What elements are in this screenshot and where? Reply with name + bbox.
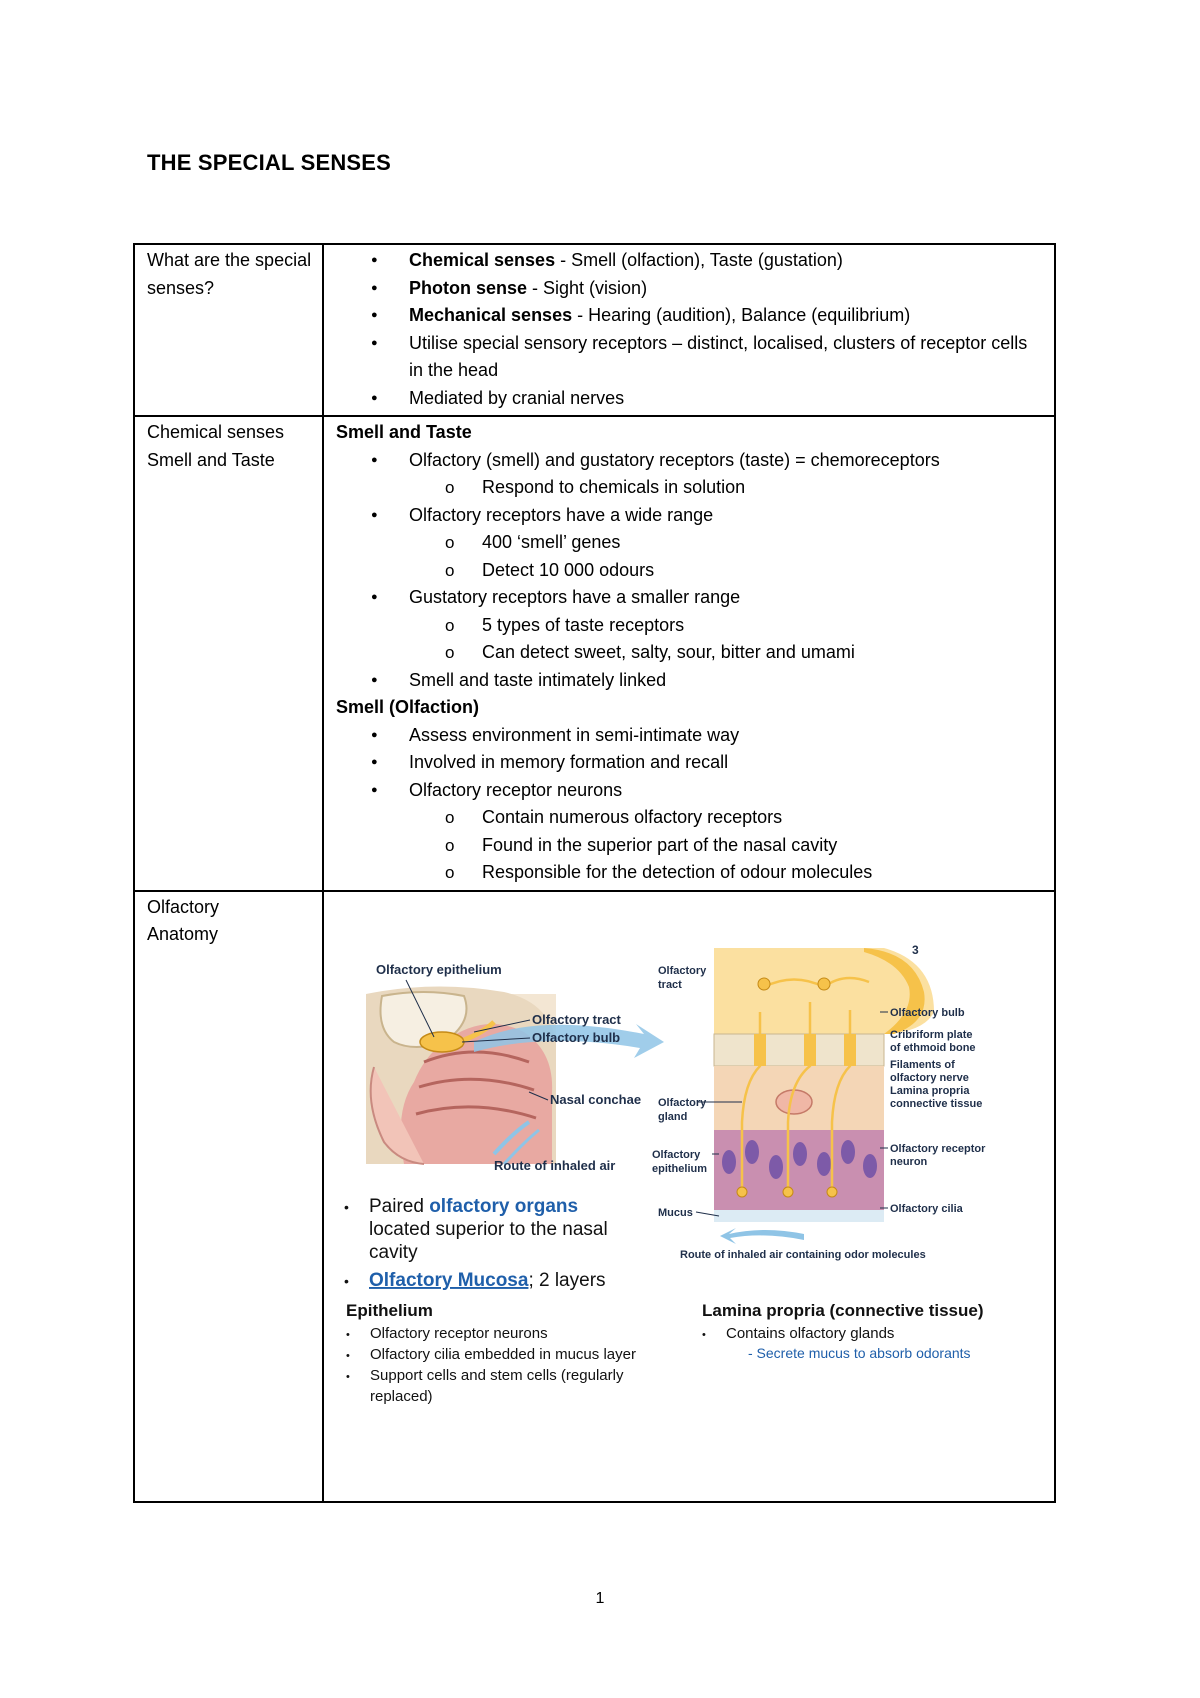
epithelium-block <box>346 1301 636 1405</box>
list-item <box>336 777 1044 887</box>
svg-text:•: • <box>346 1349 350 1362</box>
sub-item: o 5 types of taste receptors <box>409 612 1044 640</box>
section-heading: Smell and Taste <box>336 422 472 442</box>
bullet-list <box>336 247 1044 412</box>
label-receptor-line2: neuron <box>890 1155 928 1168</box>
row-label <box>134 244 323 416</box>
page-title: THE SPECIAL SENSES <box>147 150 392 175</box>
row-label-line: Chemical senses <box>147 422 285 442</box>
row-content <box>323 416 1055 891</box>
label-olfactory-cilia: Olfactory cilia <box>890 1202 963 1215</box>
section-heading: Smell (Olfaction) <box>336 697 480 717</box>
label-epithelium-line2: epithelium <box>652 1162 708 1175</box>
row-label-line: Olfactory <box>147 896 220 917</box>
label-cribriform-line2: of ethmoid bone <box>890 1041 976 1054</box>
table-row <box>134 891 1055 1502</box>
label-lamina-line2: connective tissue <box>890 1097 983 1110</box>
label-olfactory-tract-line2: tract <box>658 978 682 991</box>
svg-text:•: • <box>346 1370 350 1383</box>
sub-item: o Found in the superior part of the nasal cavity <box>409 832 1044 860</box>
list-item <box>336 584 1044 667</box>
label-olfactory-tract-line1: Olfactory <box>658 964 707 977</box>
olfactory-anatomy-figure <box>324 892 1044 1492</box>
lamina-block <box>702 1301 984 1361</box>
bullet-line: located superior to the nasal <box>369 1218 608 1240</box>
label-olfactory-tract: Olfactory tract <box>532 1011 621 1027</box>
lamina-subitem: - Secrete mucus to absorb odorants <box>748 1344 971 1361</box>
list-item-text: Olfactory receptor neurons <box>409 779 623 800</box>
svg-text:•: • <box>702 1328 706 1341</box>
label-route-inhaled-air: Route of inhaled air <box>494 1157 616 1173</box>
list-item <box>336 275 1044 303</box>
sub-item: o Respond to chemicals in solution <box>409 474 1044 502</box>
list-item-text: Olfactory (smell) and gustatory receptors (taste) = chemoreceptors <box>409 449 940 470</box>
label-nasal-conchae: Nasal conchae <box>550 1091 642 1107</box>
list-item-text: Smell and taste intimately linked <box>409 669 667 690</box>
sub-list <box>409 474 1044 502</box>
list-item <box>336 722 1044 750</box>
lamina-title: Lamina propria (connective tissue) <box>702 1300 984 1320</box>
label-olfactory-bulb: Olfactory bulb <box>532 1029 621 1045</box>
figure-cell <box>323 891 1055 1502</box>
epithelium-item: Olfactory cilia embedded in mucus layer <box>370 1345 636 1363</box>
row-label-text: What are the special senses? <box>147 250 312 298</box>
term: Mechanical senses <box>409 305 573 325</box>
bullet-list <box>336 447 1044 695</box>
label-olfactory-gland-line1: Olfactory <box>658 1096 707 1109</box>
list-item <box>336 667 1044 695</box>
row-label <box>134 416 323 891</box>
label-olfactory-gland-line2: gland <box>658 1110 688 1123</box>
row-label-line: Anatomy <box>147 924 219 944</box>
bullet-list <box>336 722 1044 887</box>
list-item <box>336 302 1044 330</box>
notes-table <box>133 243 1056 1503</box>
table-row <box>134 416 1055 891</box>
definition: - Sight (vision) <box>527 277 648 298</box>
epithelium-item: replaced) <box>370 1387 433 1405</box>
svg-text:•: • <box>344 1272 349 1289</box>
definition: - Smell (olfaction), Taste (gustation) <box>555 250 843 270</box>
label-mucus: Mucus <box>658 1206 693 1219</box>
label-receptor-line1: Olfactory receptor <box>890 1142 986 1155</box>
definition: Utilise special sensory receptors – distinct, localised, clusters of receptor cells in the head <box>409 332 1028 380</box>
sub-item: o Contain numerous olfactory receptors <box>409 804 1044 832</box>
epithelium-title: Epithelium <box>346 1300 433 1320</box>
label-olfactory-epithelium: Olfactory epithelium <box>376 961 502 977</box>
bullet-line: Olfactory Mucosa; 2 layers <box>369 1269 606 1291</box>
label-olfactory-bulb-right: Olfactory bulb <box>890 1006 965 1019</box>
epithelium-item: Olfactory receptor neurons <box>370 1324 548 1342</box>
sub-item: o Can detect sweet, salty, sour, bitter and umami <box>409 639 1044 667</box>
row-label <box>134 891 323 1502</box>
list-item-text: Olfactory receptors have a wide range <box>409 504 714 525</box>
list-item <box>336 247 1044 275</box>
list-item <box>336 502 1044 585</box>
label-filaments-line2: olfactory nerve <box>890 1071 969 1084</box>
list-item-text: Gustatory receptors have a smaller range <box>409 587 741 607</box>
list-item-text: Assess environment in semi-intimate way <box>409 724 740 745</box>
sub-item: o Detect 10 000 odours <box>409 557 1044 585</box>
table-row <box>134 244 1055 416</box>
row-label-line: Smell and Taste <box>147 449 275 470</box>
list-item-text: Involved in memory formation and recall <box>409 752 729 772</box>
label-epithelium-line1: Olfactory <box>652 1148 701 1161</box>
label-filaments-line1: Filaments of <box>890 1058 955 1071</box>
list-item <box>336 447 1044 502</box>
definition: Mediated by cranial nerves <box>409 387 625 408</box>
page-number: 1 <box>595 1590 605 1607</box>
bullet-line: cavity <box>369 1241 418 1263</box>
panel-number: 3 <box>912 942 919 957</box>
list-item <box>336 749 1044 777</box>
list-item <box>336 385 1044 413</box>
label-lamina-line1: Lamina propria <box>890 1084 970 1097</box>
sub-item: o Responsible for the detection of odour molecules <box>409 859 1044 887</box>
label-cribriform-line1: Cribriform plate <box>890 1028 973 1041</box>
epithelium-item: Support cells and stem cells (regularly <box>370 1366 624 1384</box>
sub-list <box>409 804 1044 887</box>
bullet-line: Paired olfactory organs <box>369 1195 579 1217</box>
svg-text:•: • <box>346 1328 350 1341</box>
list-item <box>336 330 1044 385</box>
term: Photon sense <box>409 277 528 298</box>
sub-list <box>409 529 1044 584</box>
lamina-item: Contains olfactory glands <box>726 1324 895 1342</box>
row-content <box>323 244 1055 416</box>
figure-bullets <box>344 1196 608 1291</box>
sub-item: o 400 ‘smell’ genes <box>409 529 1044 557</box>
term: Chemical senses <box>409 250 556 270</box>
label-route-odor: Route of inhaled air containing odor molecules <box>680 1248 926 1261</box>
definition: - Hearing (audition), Balance (equilibrium) <box>572 305 911 325</box>
svg-text:•: • <box>344 1198 349 1215</box>
sub-list <box>409 612 1044 667</box>
